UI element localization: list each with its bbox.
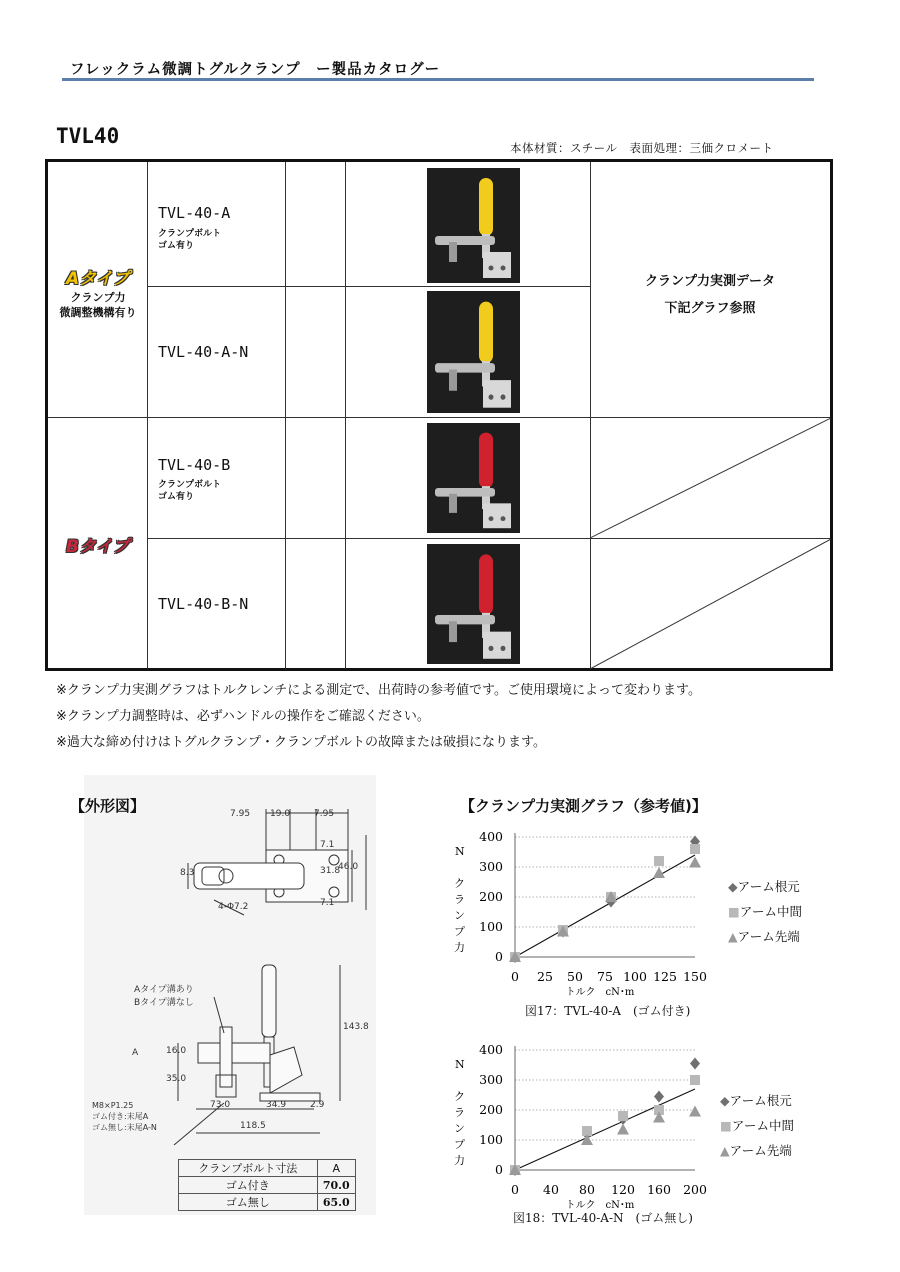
- type-a-sub: [48, 290, 148, 320]
- material-note: 本体材質：スチール 表面処理：三価クロメート: [510, 141, 774, 155]
- dim-label: 19.0: [270, 809, 291, 819]
- data-point: [617, 1124, 629, 1135]
- x-tick-label: 150: [683, 969, 707, 984]
- x-tick-label: 125: [653, 969, 677, 984]
- handle-grip: [479, 178, 493, 236]
- chart-caption: 図17：TVL-40-A (ゴム付き): [525, 1004, 691, 1018]
- model-title: TVL40: [56, 124, 120, 148]
- clamp-base: [483, 632, 511, 659]
- data-point: [689, 1106, 701, 1117]
- trendline: [515, 1089, 695, 1170]
- y-tick-label: 300: [479, 859, 503, 874]
- x-tick-label: 120: [611, 1182, 635, 1197]
- product-photo: [427, 544, 520, 664]
- header-title: フレックラム微調トグルクランプ ー製品カタログー: [70, 62, 441, 78]
- y-tick-label: 100: [479, 919, 503, 934]
- x-axis-label: トルク cN･m: [565, 987, 635, 998]
- dim-label: 16.0: [166, 1046, 187, 1056]
- chart-legend: [728, 874, 802, 949]
- dim-label: 31.8: [320, 866, 341, 876]
- y-tick-label: 300: [479, 1072, 503, 1087]
- y-axis-label-char: 力: [454, 1154, 465, 1167]
- y-unit-label: N: [455, 1058, 465, 1071]
- dim-label: A: [132, 1048, 139, 1058]
- table-header: クランプボルト寸法: [179, 1160, 318, 1177]
- product-note-line: ゴム有り: [158, 492, 195, 502]
- diamond-icon: ◆: [720, 1093, 730, 1108]
- product-code: TVL-40-A: [158, 204, 231, 222]
- type-b-label: Bタイプ: [66, 537, 130, 557]
- dim-label: 73.0: [210, 1100, 231, 1110]
- x-tick-label: 25: [537, 969, 553, 984]
- table-cell: 65.0: [317, 1194, 356, 1211]
- data-point: [654, 856, 664, 866]
- mount-hole: [489, 646, 494, 651]
- type-a-sub-line: 微調整機構有り: [59, 306, 137, 319]
- legend-item: [728, 924, 802, 949]
- legend-item: [720, 1113, 794, 1138]
- x-tick-label: 200: [683, 1182, 707, 1197]
- product-photo: [427, 423, 520, 533]
- groove-note-line: Bタイプ溝なし: [134, 998, 194, 1008]
- clamp-arm: [435, 236, 495, 245]
- handle-grip: [479, 302, 493, 364]
- legend-item: [720, 1138, 794, 1163]
- groove-note: [134, 982, 194, 1008]
- product-note-line: クランプボルト: [158, 480, 222, 490]
- table-cell: ゴム無し: [179, 1194, 318, 1211]
- clamp-arm: [435, 615, 495, 624]
- mount-hole: [501, 266, 506, 271]
- product-photo: [427, 168, 520, 283]
- measure-note-line: 下記グラフ参照: [664, 301, 756, 316]
- y-unit-label: N: [455, 845, 465, 858]
- y-axis-label-char: プ: [454, 925, 465, 938]
- header-rule: [62, 78, 814, 81]
- y-axis-label-char: ク: [454, 877, 465, 890]
- outline-drawing: [84, 775, 376, 1155]
- product-code: TVL-40-B-N: [158, 595, 249, 613]
- groove-note-line: Aタイプ溝あり: [134, 985, 194, 995]
- y-tick-label: 0: [495, 1162, 503, 1177]
- mount-hole: [489, 516, 494, 521]
- y-axis-label-char: ン: [454, 1122, 465, 1135]
- y-axis-label-char: 力: [454, 941, 465, 954]
- legend-item: [720, 1088, 794, 1113]
- type-a-sub-line: クランプ力: [70, 291, 126, 304]
- handle-grip: [479, 433, 493, 488]
- legend-label: アーム根元: [737, 879, 800, 894]
- table-row: [179, 1160, 356, 1177]
- diamond-icon: ◆: [728, 879, 738, 894]
- x-axis-label: トルク cN･m: [565, 1200, 635, 1211]
- clamp-bolt: [449, 370, 457, 391]
- x-tick-label: 0: [511, 969, 519, 984]
- table-row: [179, 1177, 356, 1194]
- table-cell: ゴム付き: [179, 1177, 318, 1194]
- clamp-base: [483, 252, 511, 278]
- clamp-arm: [435, 488, 495, 497]
- table-cell: 70.0: [317, 1177, 356, 1194]
- product-note: [158, 479, 221, 503]
- legend-label: アーム先端: [737, 929, 800, 944]
- dim-label: 8.3: [180, 868, 195, 878]
- triangle-icon: ▲: [728, 929, 738, 944]
- note-line: ※クランプ力調整時は、必ずハンドルの操作をご確認ください。: [56, 709, 430, 724]
- product-code: TVL-40-A-N: [158, 343, 249, 361]
- mount-hole: [489, 394, 494, 399]
- square-icon: ■: [720, 1118, 732, 1133]
- x-tick-label: 160: [647, 1182, 671, 1197]
- clamp-base: [483, 380, 511, 408]
- legend-item: [728, 899, 802, 924]
- dim-label: 7.1: [320, 898, 335, 908]
- product-photo: [427, 291, 520, 413]
- note-line: ※過大な締め付けはトグルクランプ・クランプボルトの故障または破損になります。: [56, 735, 546, 750]
- mount-hole: [501, 394, 506, 399]
- bolt-size-table: [178, 1159, 356, 1211]
- drawing-title: 【外形図】: [70, 797, 146, 815]
- measure-note-line: クランプ力実測データ: [644, 274, 775, 289]
- clamp-force-chart-17: [440, 825, 740, 1000]
- dim-label: 2.9: [310, 1100, 325, 1110]
- x-tick-label: 100: [623, 969, 647, 984]
- notes: [56, 678, 701, 756]
- legend-label: アーム中間: [739, 904, 802, 919]
- y-tick-label: 200: [479, 889, 503, 904]
- product-note-line: ゴム有り: [158, 241, 195, 251]
- data-point: [690, 844, 700, 854]
- dim-label: 7.95: [230, 809, 251, 819]
- y-tick-label: 400: [479, 1042, 503, 1057]
- legend-label: アーム中間: [731, 1118, 794, 1133]
- clamp-bolt: [449, 242, 457, 262]
- y-axis-label-char: プ: [454, 1138, 465, 1151]
- chart-legend: [720, 1088, 794, 1163]
- x-tick-label: 40: [543, 1182, 559, 1197]
- measure-note: [590, 268, 830, 322]
- dim-label: 4-Φ7.2: [218, 902, 249, 912]
- dim-label: 46.0: [338, 862, 359, 872]
- bolt-note-line: M8×P1.25: [92, 1101, 134, 1110]
- table-header: A: [317, 1160, 356, 1177]
- product-note-line: クランプボルト: [158, 229, 222, 239]
- y-axis-label-char: ン: [454, 909, 465, 922]
- empty-cell-diagonal: [590, 418, 831, 538]
- mount-hole: [489, 266, 494, 271]
- trendline: [515, 855, 695, 957]
- y-tick-label: 0: [495, 949, 503, 964]
- y-tick-label: 100: [479, 1132, 503, 1147]
- handle-grip: [479, 554, 493, 615]
- chart-caption: 図18：TVL-40-A-N (ゴム無し): [513, 1211, 693, 1225]
- type-a-label: Aタイプ: [66, 269, 130, 289]
- bolt-note-line: ゴム付き:末尾A: [92, 1112, 149, 1121]
- y-tick-label: 400: [479, 829, 503, 844]
- graph-title: 【クランプ力実測グラフ（参考値)】: [460, 797, 707, 815]
- x-tick-label: 0: [511, 1182, 519, 1197]
- mount-hole: [501, 516, 506, 521]
- y-axis-label-char: ラ: [454, 1106, 465, 1119]
- x-tick-label: 50: [567, 969, 583, 984]
- triangle-icon: ▲: [720, 1143, 730, 1158]
- legend-label: アーム先端: [729, 1143, 792, 1158]
- clamp-arm: [435, 363, 495, 373]
- dim-label: 143.8: [343, 1022, 369, 1032]
- table-line: [345, 162, 346, 669]
- clamp-bolt: [449, 621, 457, 642]
- clamp-force-chart-18: [440, 1038, 740, 1213]
- note-line: ※クランプ力実測グラフはトルクレンチによる測定で、出荷時の参考値です。ご使用環境によって変わります。: [56, 683, 701, 698]
- table-line: [147, 286, 590, 287]
- bolt-note: [92, 1100, 157, 1133]
- legend-item: [728, 874, 802, 899]
- data-point: [690, 1075, 700, 1085]
- dim-label: 7.1: [320, 840, 335, 850]
- clamp-bolt: [449, 494, 457, 513]
- data-point: [654, 1091, 664, 1103]
- table-line: [147, 162, 148, 669]
- table-row: [179, 1194, 356, 1211]
- data-point: [618, 1111, 628, 1121]
- x-tick-label: 75: [597, 969, 613, 984]
- empty-cell-diagonal: [590, 539, 831, 669]
- table-line: [285, 162, 286, 669]
- dim-label: 34.9: [266, 1100, 287, 1110]
- square-icon: ■: [728, 904, 740, 919]
- dim-label: 35.0: [166, 1074, 187, 1084]
- mount-hole: [501, 646, 506, 651]
- dim-label: 118.5: [240, 1121, 266, 1131]
- y-axis-label-char: ク: [454, 1090, 465, 1103]
- data-point: [689, 857, 701, 868]
- x-tick-label: 80: [579, 1182, 595, 1197]
- dim-label: 7.95: [314, 809, 335, 819]
- product-code: TVL-40-B: [158, 456, 231, 474]
- legend-label: アーム根元: [729, 1093, 792, 1108]
- y-axis-label-char: ラ: [454, 893, 465, 906]
- product-note: [158, 228, 221, 252]
- clamp-base: [483, 503, 511, 528]
- y-tick-label: 200: [479, 1102, 503, 1117]
- data-point: [690, 1058, 700, 1070]
- bolt-note-line: ゴム無し:末尾A-N: [92, 1123, 157, 1132]
